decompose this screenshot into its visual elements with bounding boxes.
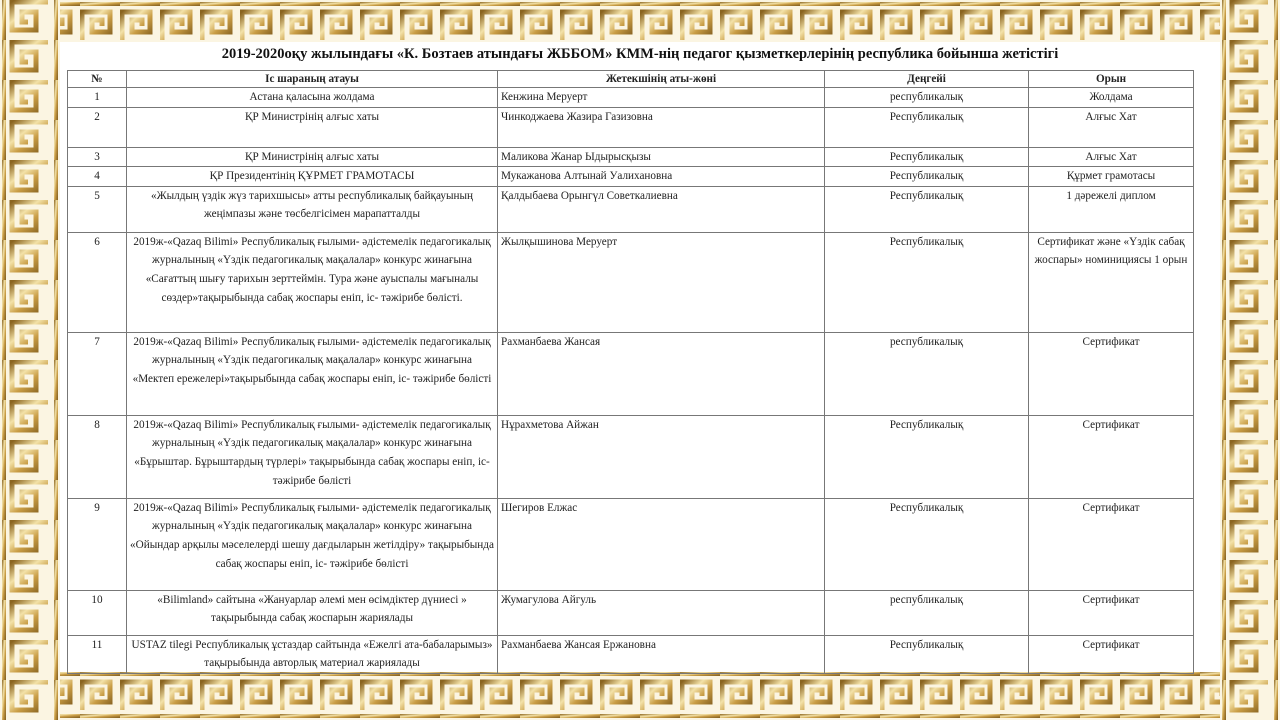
table-row bbox=[68, 107, 1194, 147]
table-row bbox=[68, 232, 1194, 332]
row-event: «Bilimland» сайтына «Жануарлар әлемі мен өсімдіктер дүниесі » тақырыбында сабақ жоспарын жариялады bbox=[127, 590, 498, 635]
row-number: 8 bbox=[68, 415, 127, 498]
row-number: 1 bbox=[68, 88, 127, 108]
row-event: ҚР Министрінің алғыс хаты bbox=[127, 107, 498, 147]
row-event: 2019ж-«Qazaq Bilimi» Республикалық ғылыми- әдістемелік педагогикалық журналының «Үздік педагогикалық мақалалар» конкурс жинағына «Бұрыштар. Бұрыштардың түрлері» тақырыбында сабақ жоспары еніп, іс- тәжірибе бөлісті bbox=[127, 415, 498, 498]
row-leader: Чинкоджаева Жазира Газизовна bbox=[498, 107, 825, 147]
row-number: 2 bbox=[68, 107, 127, 147]
row-place: 1 дәрежелі диплом bbox=[1029, 186, 1194, 232]
row-leader: Кенжина Меруерт bbox=[498, 88, 825, 108]
header-leader: Жетекшінің аты-жөні bbox=[498, 71, 825, 88]
row-level: республикалық bbox=[825, 590, 1029, 635]
row-leader: Жумагулова Айгуль bbox=[498, 590, 825, 635]
row-level: Республикалық bbox=[825, 147, 1029, 167]
row-number: 3 bbox=[68, 147, 127, 167]
row-number: 4 bbox=[68, 167, 127, 187]
header-place: Орын bbox=[1029, 71, 1194, 88]
row-level: Республикалық bbox=[825, 498, 1029, 590]
row-number: 7 bbox=[68, 332, 127, 415]
row-level: Республикалық bbox=[825, 167, 1029, 187]
row-number: 6 bbox=[68, 232, 127, 332]
row-level: Республикалық bbox=[825, 186, 1029, 232]
row-number: 11 bbox=[68, 635, 127, 673]
table-row bbox=[68, 415, 1194, 498]
table-row bbox=[68, 332, 1194, 415]
row-place: Жолдама bbox=[1029, 88, 1194, 108]
table-row bbox=[68, 590, 1194, 635]
row-number: 5 bbox=[68, 186, 127, 232]
table-row bbox=[68, 167, 1194, 187]
row-level: Республикалық bbox=[825, 635, 1029, 673]
row-level: Республикалық bbox=[825, 107, 1029, 147]
row-event: ҚР Президентінің ҚҰРМЕТ ГРАМОТАСЫ bbox=[127, 167, 498, 187]
row-leader: Мукажанова Алтынай Уалихановна bbox=[498, 167, 825, 187]
header-event: Іс шараның атауы bbox=[127, 71, 498, 88]
header-number: № bbox=[68, 71, 127, 88]
row-place: Сертификат bbox=[1029, 415, 1194, 498]
page-title: 2019-2020оқу жылындағы «К. Бозтаев атындағы ЖББОМ» КММ-нің педагог қызметкерлерінің республика бойынша жетістігі bbox=[221, 46, 1059, 62]
table-row bbox=[68, 498, 1194, 590]
row-level: Республикалық bbox=[825, 415, 1029, 498]
row-leader: Маликова Жанар Ыдырысқызы bbox=[498, 147, 825, 167]
row-event: 2019ж-«Qazaq Bilimi» Республикалық ғылыми- әдістемелік педагогикалық журналының «Үздік педагогикалық мақалалар» конкурс жинағына «Мектеп ережелері»тақырыбында сабақ жоспары еніп, іс- тәжірибе бөлісті bbox=[127, 332, 498, 415]
table-row bbox=[68, 635, 1194, 673]
row-place: Алғыс Хат bbox=[1029, 107, 1194, 147]
row-event: 2019ж-«Qazaq Bilimi» Республикалық ғылыми- әдістемелік педагогикалық журналының «Үздік педагогикалық мақалалар» конкурс жинағына «Сағаттың шығу тарихын зерттеймін. Тура және ауыспалы мағыналы сөздер»тақырыбында сабақ жоспары еніп, іс- тәжірибе бөлісті. bbox=[127, 232, 498, 332]
row-leader: Рахманбаева Жансая Ержановна bbox=[498, 635, 825, 673]
border-bottom bbox=[0, 670, 1280, 720]
row-leader: Рахманбаева Жансая bbox=[498, 332, 825, 415]
header-level: Деңгейі bbox=[825, 71, 1029, 88]
row-place: Алғыс Хат bbox=[1029, 147, 1194, 167]
row-event: 2019ж-«Qazaq Bilimi» Республикалық ғылыми- әдістемелік педагогикалық журналының «Үздік педагогикалық мақалалар» конкурс жинағына «Ойындар арқылы мәселелерді шешу дағдыларын жетілдіру» тақырыбында сабақ жоспары еніп, іс- тәжірибе бөлісті bbox=[127, 498, 498, 590]
row-event: Астана қаласына жолдама bbox=[127, 88, 498, 108]
row-number: 9 bbox=[68, 498, 127, 590]
row-leader: Нұрахметова Айжан bbox=[498, 415, 825, 498]
row-place: Құрмет грамотасы bbox=[1029, 167, 1194, 187]
table-row bbox=[68, 147, 1194, 167]
row-event: «Жылдың үздік жүз тарихшысы» атты республикалық байқауының жеңімпазы және төсбелгісімен марапатталды bbox=[127, 186, 498, 232]
row-leader: Шегиров Елжас bbox=[498, 498, 825, 590]
row-place: Сертификат bbox=[1029, 590, 1194, 635]
achievements-table bbox=[67, 70, 1194, 674]
row-event: USTAZ tilegi Республикалық ұстаздар сайтында «Ежелгі ата-бабаларымыз» тақырыбында авторлық материал жариялады bbox=[127, 635, 498, 673]
row-leader: Жылқышинова Меруерт bbox=[498, 232, 825, 332]
table-row bbox=[68, 88, 1194, 108]
row-event: ҚР Министрінің алғыс хаты bbox=[127, 147, 498, 167]
row-level: республикалық bbox=[825, 332, 1029, 415]
row-place: Сертификат bbox=[1029, 498, 1194, 590]
border-right bbox=[1220, 0, 1280, 720]
row-leader: Қалдыбаева Орынгүл Советкалиевна bbox=[498, 186, 825, 232]
row-place: Сертификат және «Үздік сабақ жоспары» номинициясы 1 орын bbox=[1029, 232, 1194, 332]
row-level: республикалық bbox=[825, 88, 1029, 108]
row-number: 10 bbox=[68, 590, 127, 635]
table-row bbox=[68, 186, 1194, 232]
row-place: Сертификат bbox=[1029, 635, 1194, 673]
row-place: Сертификат bbox=[1029, 332, 1194, 415]
border-left bbox=[0, 0, 60, 720]
row-level: Республикалық bbox=[825, 232, 1029, 332]
table-header-row bbox=[68, 71, 1194, 88]
